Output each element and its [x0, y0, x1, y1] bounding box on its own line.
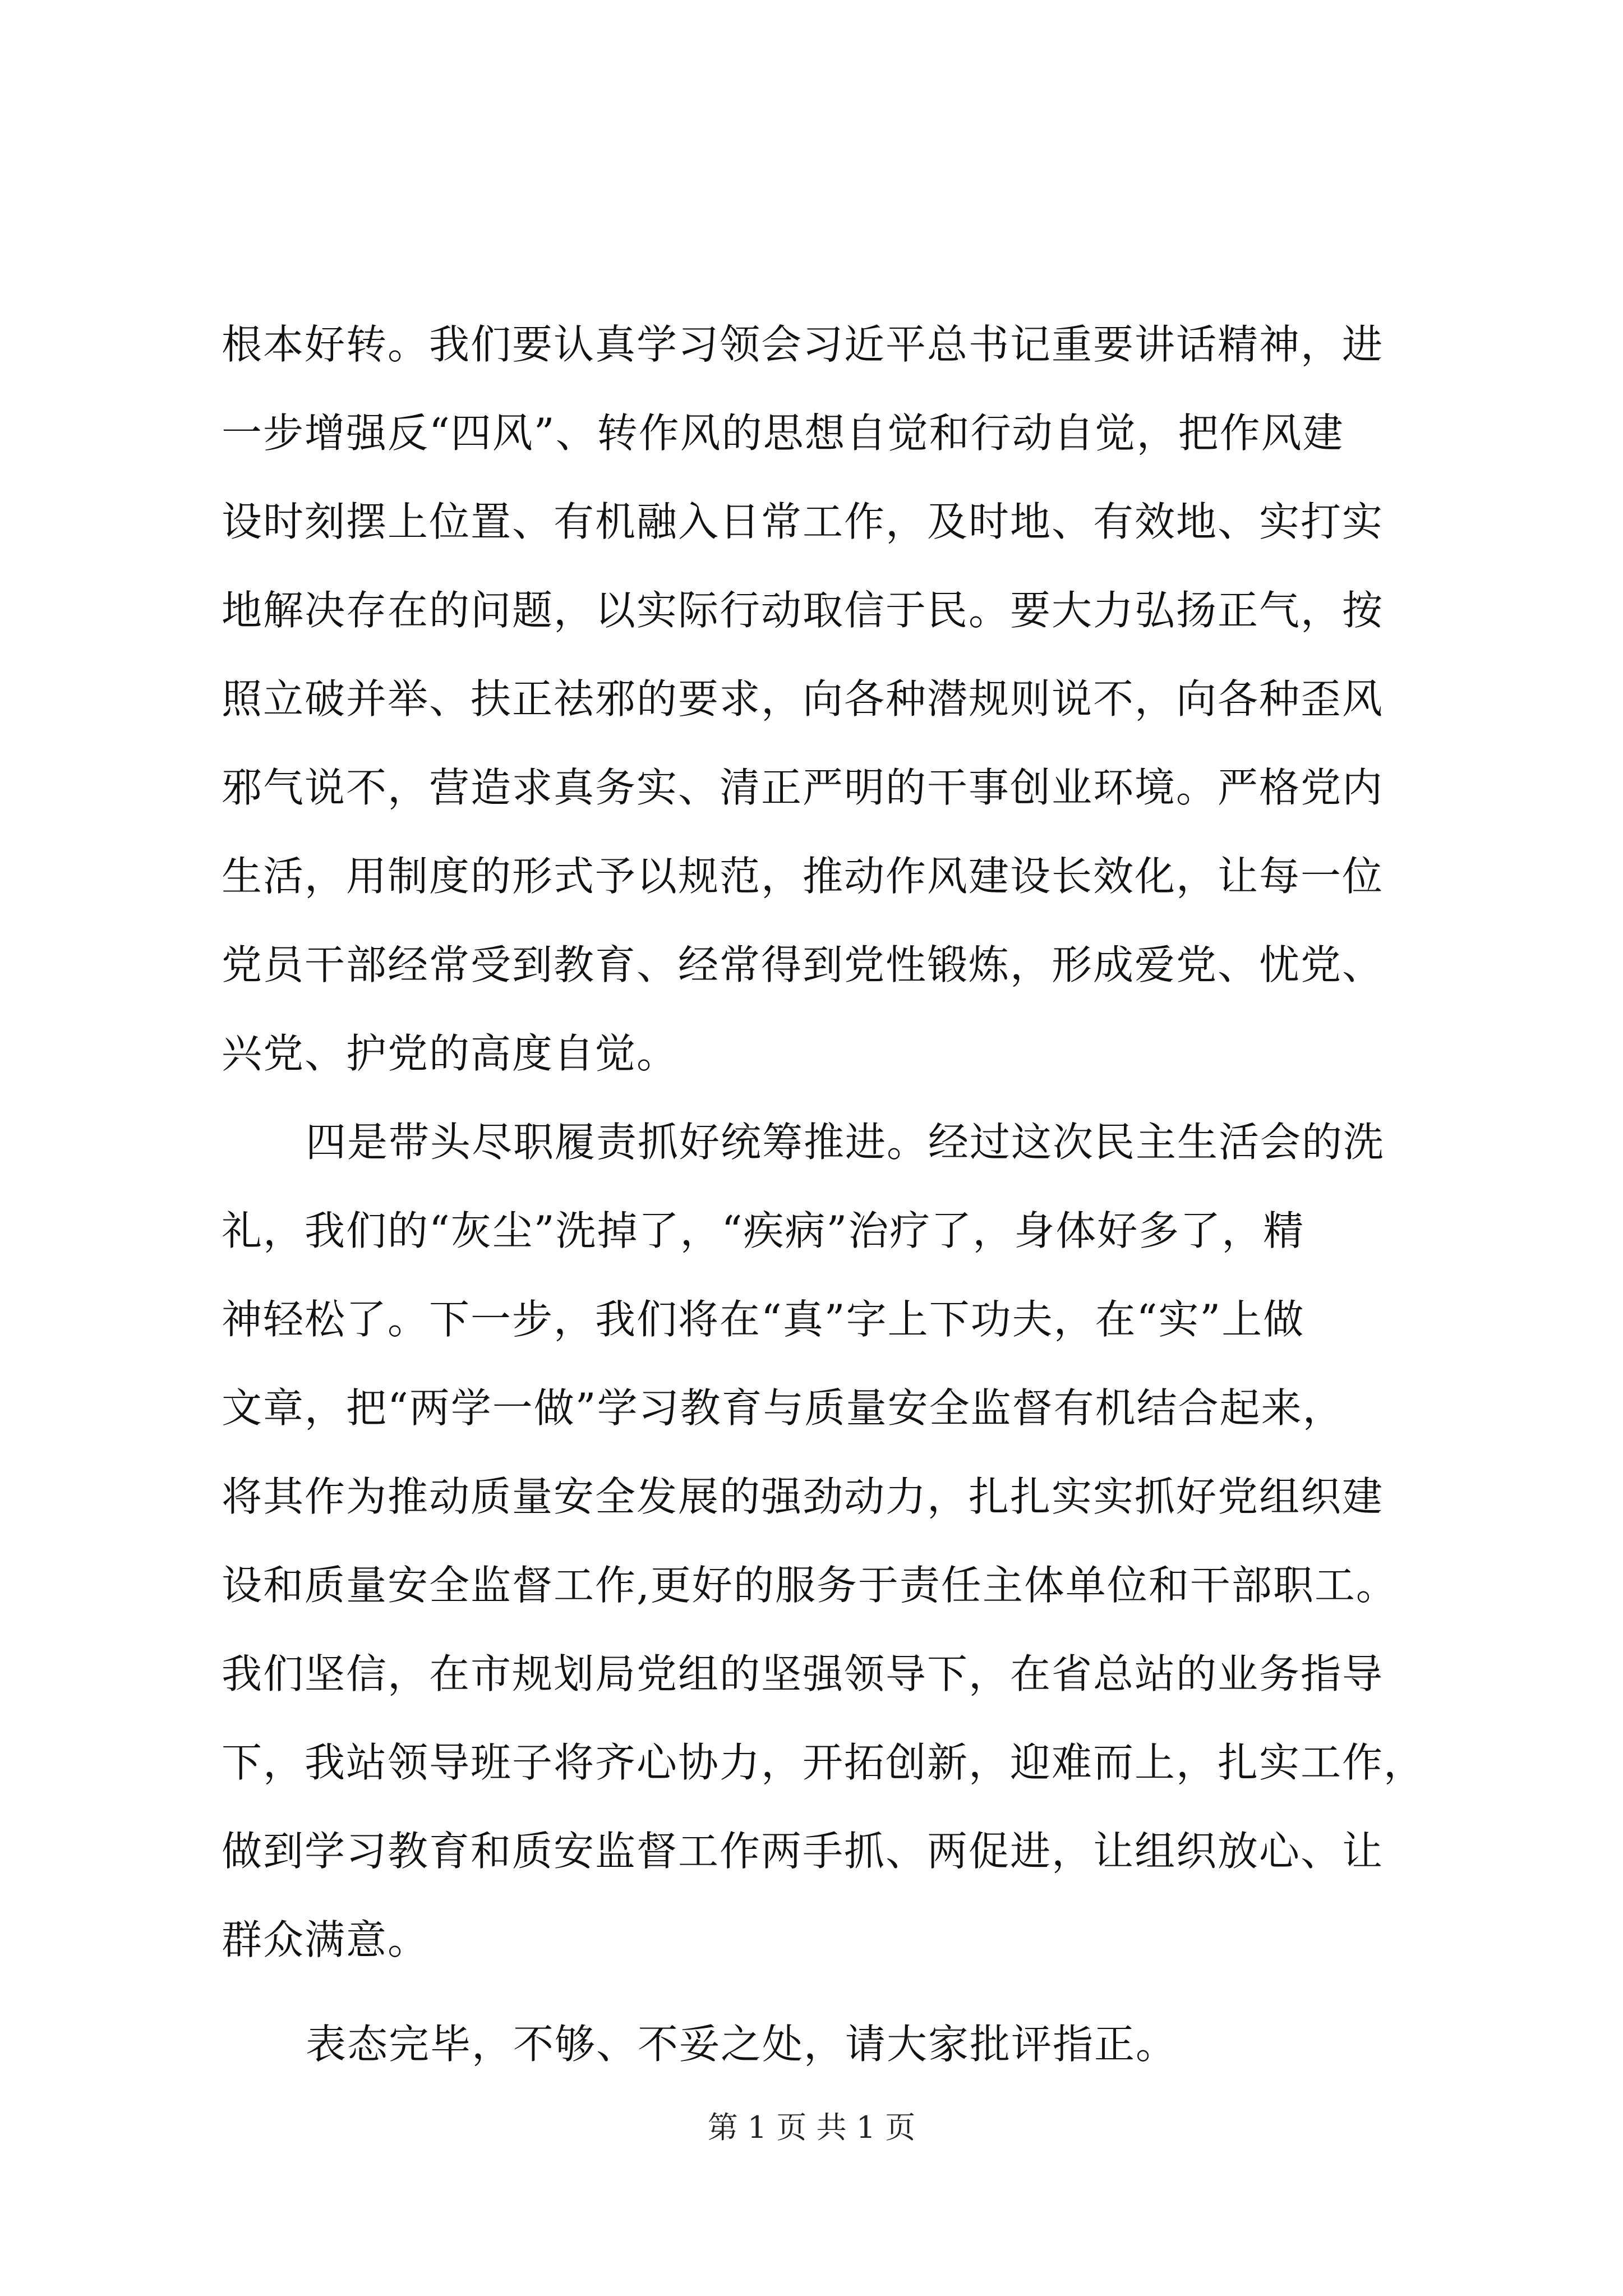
text-line: 一步增强反“四风”、转作风的思想自觉和行动自觉，把作风建 [222, 409, 1344, 457]
text-line: 生活，用制度的形式予以规范，推动作风建设长效化，让每一位 [222, 853, 1384, 900]
text-line: 群众满意。 [222, 1916, 430, 1963]
text-line: 设时刻摆上位置、有机融入日常工作，及时地、有效地、实打实 [222, 498, 1384, 545]
text-line: 根本好转。我们要认真学习领会习近平总书记重要讲话精神，进 [222, 321, 1384, 368]
text-line: 邪气说不，营造求真务实、清正严明的干事创业环境。严格党内 [222, 764, 1384, 811]
text-line: 我们坚信，在市规划局党组的坚强领导下，在省总站的业务指导 [222, 1650, 1384, 1697]
page-footer [0, 2108, 1623, 2147]
text-line: 神轻松了。下一步，我们将在“真”字上下功夫，在“实”上做 [222, 1296, 1305, 1343]
text-line: 做到学习教育和质安监督工作两手抓、两促进，让组织放心、让 [222, 1828, 1384, 1875]
text-line: 设和质量安全监督工作,更好的服务于责任主体单位和干部职工。 [222, 1562, 1398, 1609]
text-line: 文章，把“两学一做”学习教育与质量安全监督有机结合起来， [222, 1384, 1344, 1432]
text-line: 礼，我们的“灰尘”洗掉了，“疾病”治疗了，身体好多了，精 [222, 1207, 1305, 1254]
text-line: 照立破并举、扶正祛邪的要求，向各种潜规则说不，向各种歪风 [222, 675, 1384, 723]
text-line: 党员干部经常受到教育、经常得到党性锻炼，形成爱党、忧党、 [222, 941, 1384, 988]
text-line: 下，我站领导班子将齐心协力，开拓创新，迎难而上，扎实工作， [222, 1739, 1426, 1786]
text-line: 地解决存在的问题，以实际行动取信于民。要大力弘扬正气，按 [222, 587, 1384, 634]
text-line: 将其作为推动质量安全发展的强劲动力，扎扎实实抓好党组织建 [222, 1473, 1384, 1520]
document-body [222, 300, 1444, 2088]
text-line: 兴党、护党的高度自觉。 [222, 1030, 679, 1077]
page-number-label: 第 1 页 共 1 页 [707, 2110, 916, 2145]
closing-line: 表态完毕，不够、不妥之处，请大家批评指正。 [306, 2021, 1178, 2068]
paragraph-start-line: 四是带头尽职履责抓好统筹推进。经过这次民主生活会的洗 [306, 1119, 1385, 1166]
